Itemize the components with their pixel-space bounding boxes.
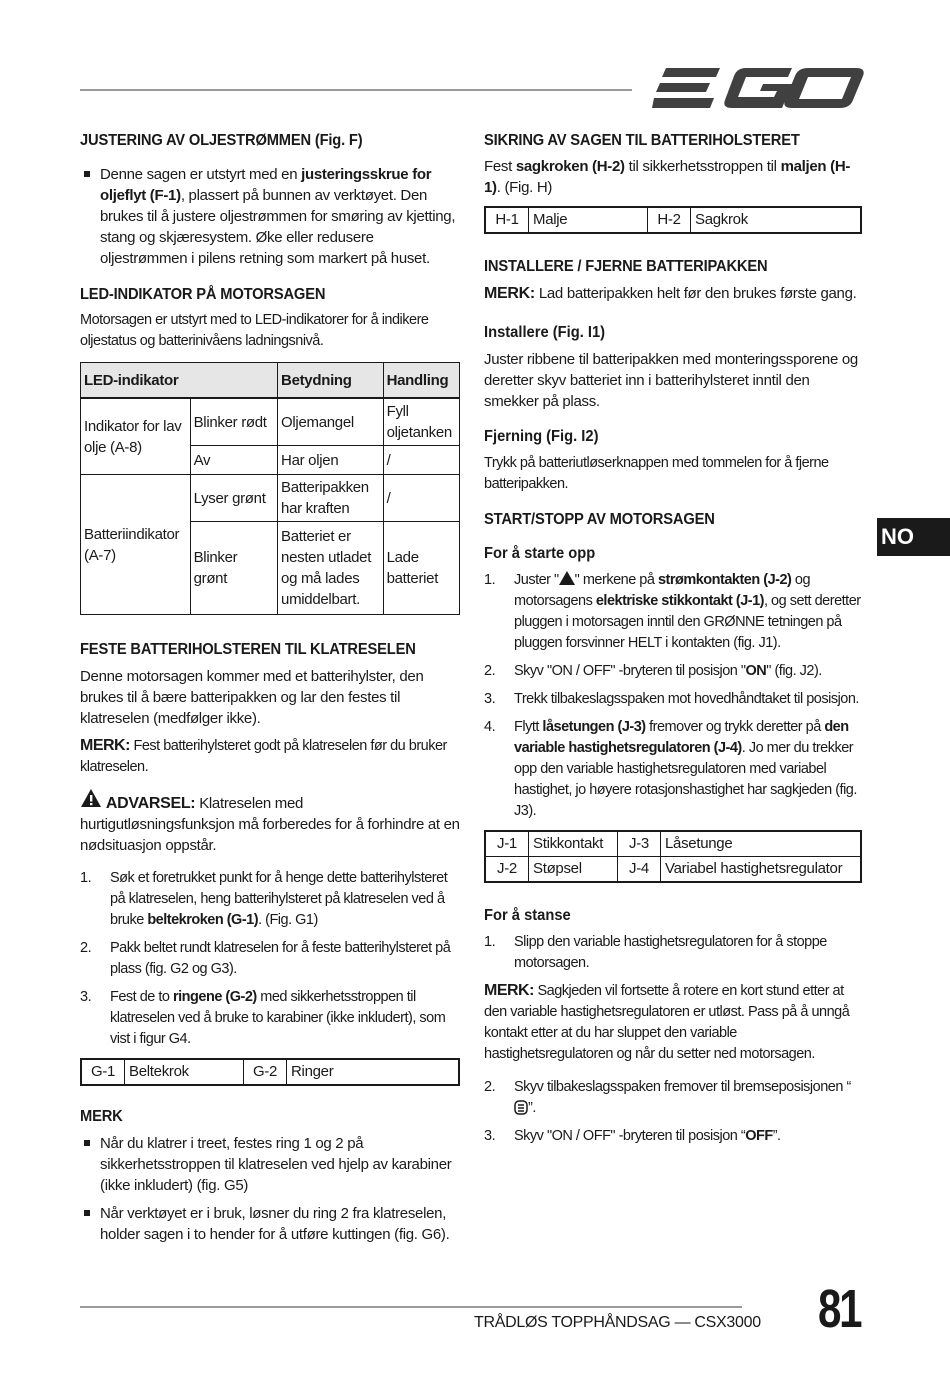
step-number: 2. (484, 1079, 496, 1095)
list-item (484, 1126, 862, 1147)
step-number: 3. (484, 691, 496, 707)
section-title-start-stop: START/STOPP AV MOTORSAGEN (484, 511, 715, 528)
install-text: Juster ribbene til batteripakken med monteringssporene og deretter skyv batteriet inn i batterihylsteret inntil den smekker på plass. (484, 351, 858, 410)
footer-title: TRÅDLØS TOPPHÅNDSAG — CSX3000 (474, 1314, 761, 1331)
step-number: 1. (80, 870, 92, 886)
remove-text: Trykk på batteriutløserknappen med tommelen for å fjerne batteripakken. (484, 455, 829, 492)
note-text: Sagkjeden vil fortsette å rotere en kort stund etter at den variable hastighetsregulatoren er utløst. Pass på å unngå kontakt etter at du har sluppet den variable hastighetsregulatoren og når du setter ned motorsagen. (484, 983, 850, 1062)
left-column (80, 132, 460, 1245)
holster-intro: Denne motorsagen kommer med et batterihylster, den brukes til å bære batteripakken og lar den festes til klatreselen (medfølger ikke). (80, 668, 424, 727)
section-title-led: LED-INDIKATOR PÅ MOTORSAGEN (80, 286, 326, 303)
text: fremover og trykk deretter på (645, 719, 825, 735)
bullet-square (84, 1140, 90, 1146)
text: Slipp den variable hastighetsregulatoren for å stoppe motorsagen. (514, 934, 827, 971)
step-number: 3. (484, 1128, 496, 1144)
text: Juster " (514, 572, 559, 588)
section-title-battery: INSTALLERE / FJERNE BATTERIPAKKEN (484, 258, 768, 275)
footer-rule (80, 1306, 742, 1308)
table-cell: Støpsel (529, 857, 618, 883)
stop-note (484, 980, 862, 1065)
table-row (81, 475, 460, 522)
list-item (484, 1077, 862, 1119)
bullet-square (84, 1210, 90, 1216)
right-column (484, 132, 862, 1147)
warning-label: ADVARSEL: (105, 795, 196, 812)
step-number: 1. (484, 572, 496, 588)
list-item (484, 689, 862, 710)
text: og motorsagens (514, 572, 811, 609)
note-text: Fest batterihylsteret godt på klatreselen før du bruker klatreselen. (80, 738, 447, 775)
list-item (80, 868, 460, 931)
table-cell: Blinker grønt (190, 522, 277, 615)
table-header: Betydning (278, 363, 384, 399)
text: ”. (528, 1100, 536, 1116)
step-number: 2. (484, 663, 496, 679)
table-cell: Av (190, 446, 277, 475)
warning-block (80, 788, 460, 856)
text: med sikkerhetsstroppen til klatreselen ved å bruke to karabiner (ikke inkludert), som vist i figur G4. (110, 989, 446, 1047)
list-item (80, 1133, 460, 1196)
bold-text: den variable hastighetsregulatoren (J-4) (514, 719, 849, 756)
bold-text: ON (745, 663, 767, 679)
text: " merkene på (574, 572, 658, 588)
language-tab: NO (877, 518, 950, 556)
table-cell: / (383, 446, 459, 475)
key-table-h (484, 206, 862, 234)
bold-text: maljen (H-1) (484, 158, 851, 196)
key-table-j (484, 830, 862, 883)
list-item (80, 987, 460, 1050)
table-cell: / (383, 475, 459, 522)
bold-text: OFF (745, 1128, 773, 1144)
bold-text: justeringsskrue for oljeflyt (F-1) (100, 166, 432, 204)
text: Trekk tilbakeslagsspaken mot hovedhåndtaket til posisjon. (514, 691, 859, 707)
list-item (80, 938, 460, 980)
table-cell: Batteriindikator (A-7) (81, 475, 191, 615)
text: ”. (772, 1128, 781, 1144)
list-item (484, 661, 862, 682)
text: Når verktøyet er i bruk, løsner du ring 2 fra klatreselen, holder sagen i to hender for å utføre kuttingen (fig. G6). (100, 1205, 450, 1243)
remove-title: Fjerning (Fig. I2) (484, 428, 599, 445)
table-cell: Malje (529, 207, 648, 233)
table-cell: G-2 (244, 1059, 287, 1085)
page-number: 81 (818, 1279, 861, 1339)
note-label: MERK: (484, 285, 535, 302)
text: . (Fig. G1) (258, 912, 318, 928)
text: Denne sagen er utstyrt med en (100, 166, 302, 183)
bold-text: ringene (G-2) (173, 989, 257, 1005)
brake-icon (514, 1100, 528, 1115)
table-cell: H-2 (648, 207, 691, 233)
table-cell: Batteripakken har kraften (278, 475, 384, 522)
text: Skyv tilbakeslagsspaken fremover til bremseposisjonen “ (514, 1079, 851, 1095)
note-text: Lad batteripakken helt før den brukes første gang. (534, 285, 857, 302)
oil-flow-bullet (80, 164, 460, 269)
table-cell: Fyll oljetanken (383, 398, 459, 446)
bold-text: sagkroken (H-2) (515, 158, 625, 175)
note-label: MERK: (484, 982, 534, 999)
table-cell: Lade batteriet (383, 522, 459, 615)
bold-text: elektriske stikkontakt (J-1) (595, 593, 764, 609)
key-table-g (80, 1058, 460, 1086)
header-rule (80, 89, 632, 91)
text: Pakk beltet rundt klatreselen for å feste batterihylsteret på plass (fig. G2 og G3). (110, 940, 451, 977)
bold-text: låsetungen (J-3) (542, 719, 646, 735)
table-cell: Variabel hastighetsregulator (661, 857, 862, 883)
table-cell: Ringer (287, 1059, 460, 1085)
table-header: LED-indikator (81, 363, 278, 399)
table-cell: H-1 (485, 207, 529, 233)
list-item (484, 932, 862, 974)
led-table (80, 362, 460, 615)
table-cell: Sagkrok (691, 207, 862, 233)
table-cell: Låsetunge (661, 831, 862, 857)
warning-text: Klatreselen med hurtigutløsningsfunksjon må forberedes for å forhindre at en nødsituasjon oppstår. (80, 795, 460, 854)
stop-title: For å stanse (484, 907, 571, 924)
battery-note (484, 283, 862, 304)
table-row (81, 398, 460, 446)
ego-logo (652, 64, 864, 114)
section-title-merk: MERK (80, 1108, 123, 1125)
install-title: Installere (Fig. I1) (484, 324, 606, 341)
table-cell: Batteriet er nesten utladet og må lades umiddelbart. (278, 522, 384, 615)
table-cell: Stikkontakt (529, 831, 618, 857)
table-cell: Blinker rødt (190, 398, 277, 446)
securing-text (484, 156, 862, 198)
text: Skyv "ON / OFF" -bryteren til posisjon “ (514, 1128, 746, 1144)
section-title-holster: FESTE BATTERIHOLSTEREN TIL KLATRESELEN (80, 641, 416, 658)
table-cell: Indikator for lav olje (A-8) (81, 398, 191, 475)
text: " (fig. J2). (766, 663, 822, 679)
step-number: 3. (80, 989, 92, 1005)
list-item (484, 717, 862, 822)
bullet-square (84, 171, 90, 177)
bold-text: strømkontakten (J-2) (657, 572, 792, 588)
text: . (Fig. H) (496, 179, 553, 196)
table-cell: Oljemangel (278, 398, 384, 446)
step-number: 1. (484, 934, 496, 950)
section-title-securing: SIKRING AV SAGEN TIL BATTERIHOLSTERET (484, 132, 800, 149)
table-cell: Beltekrok (125, 1059, 244, 1085)
text: Flytt (514, 719, 543, 735)
bold-text: beltekroken (G-1) (147, 912, 259, 928)
list-item (484, 570, 862, 654)
text: Skyv "ON / OFF" -bryteren til posisjon " (514, 663, 746, 679)
text: Fest de to (110, 989, 174, 1005)
text: . Jo mer du trekker opp den variable hastighetsregulatoren med variabel hastighet, jo høyere rotasjonshastighet har sagkjeden (fig. J3). (514, 740, 857, 819)
table-cell: G-1 (81, 1059, 125, 1085)
text: til sikkerhetsstroppen til (624, 158, 781, 175)
table-row (485, 207, 861, 233)
note-label: MERK: (80, 737, 130, 754)
text: Søk et foretrukket punkt for å henge dette batterihylsteret på klatreselen, heng batterihylsteret på klatreselen ved å bruke (110, 870, 448, 928)
start-title: For å starte opp (484, 545, 596, 562)
table-row (485, 857, 861, 883)
text: , og sett deretter pluggen i motorsagen inntil den GRØNNE tetningen på pluggen forsvinner HELT i kontakten (fig. J1). (514, 593, 861, 651)
table-cell: Lyser grønt (190, 475, 277, 522)
table-cell: J-4 (618, 857, 661, 883)
step-number: 4. (484, 719, 496, 735)
list-item (80, 1203, 460, 1245)
section-title-oil-flow: JUSTERING AV OLJESTRØMMEN (Fig. F) (80, 132, 363, 149)
table-row (81, 1059, 459, 1085)
table-cell: J-2 (485, 857, 529, 883)
holster-note (80, 735, 460, 778)
table-cell: J-3 (618, 831, 661, 857)
table-row (485, 831, 861, 857)
table-header: Handling (383, 363, 459, 399)
led-intro: Motorsagen er utstyrt med to LED-indikatorer for å indikere oljestatus og batterinivåens ladningsnivå. (80, 312, 429, 349)
text: , plassert på bunnen av verktøyet. Den brukes til å justere oljestrømmen for smøring av kjetting, stang og skjæresystem. Øke eller redusere oljestrømmen i pilens retning som markert på huset. (100, 187, 456, 267)
text: Når du klatrer i treet, festes ring 1 og 2 på sikkerhetsstroppen til klatreselen ved hjelp av karabiner (ikke inkludert) (fig. G5) (100, 1135, 452, 1194)
table-cell: J-1 (485, 831, 529, 857)
triangle-icon (559, 571, 575, 585)
step-number: 2. (80, 940, 92, 956)
text: Fest (484, 158, 516, 175)
table-cell: Har oljen (278, 446, 384, 475)
warning-icon (80, 788, 102, 808)
